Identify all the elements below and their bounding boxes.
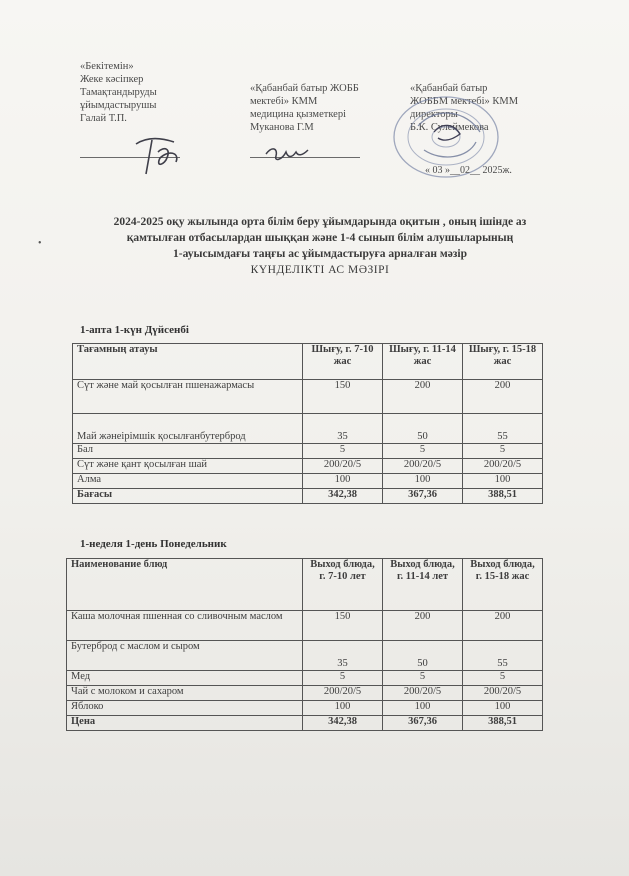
approval-line: «Қабанбай батыр [410, 83, 488, 94]
table-header-row [67, 559, 543, 611]
portion-value: 55 [463, 641, 543, 671]
portion-value: 50 [383, 414, 463, 444]
table-row [67, 611, 543, 641]
menu-table-russian [66, 558, 543, 731]
approval-line: «Қабанбай батыр ЖОББ [250, 83, 359, 94]
approval-line: «Бекітемін» [80, 61, 134, 72]
approval-line: ұйымдастырушы [80, 100, 157, 111]
table-row [73, 414, 543, 444]
price-label: Бағасы [73, 489, 303, 504]
menu-table-kazakh [72, 343, 543, 504]
price-label: Цена [67, 716, 303, 731]
column-header: Шығу, г. 11-14 жас [383, 344, 463, 380]
dish-name: Яблоко [67, 701, 303, 716]
dish-name: Сүт және май қосылған пшенажармасы [73, 380, 303, 414]
portion-value: 100 [383, 474, 463, 489]
portion-value: 50 [383, 641, 463, 671]
portion-value: 5 [303, 671, 383, 686]
table-row [67, 641, 543, 671]
dish-name: Каша молочная пшенная со сливочным маслом [67, 611, 303, 641]
table-row [67, 686, 543, 701]
price-value: 342,38 [303, 716, 383, 731]
portion-value: 100 [463, 474, 543, 489]
portion-value: 200/20/5 [383, 686, 463, 701]
portion-value: 200/20/5 [463, 459, 543, 474]
column-header: Шығу, г. 15-18 жас [463, 344, 543, 380]
price-value: 388,51 [463, 489, 543, 504]
portion-value: 100 [303, 701, 383, 716]
column-header: Наименование блюд [67, 559, 303, 611]
margin-dot: • [38, 238, 42, 249]
dish-name: Бутерброд с маслом и сыром [67, 641, 303, 671]
section-title-russian: 1-неделя 1-день Понедельник [80, 538, 227, 550]
portion-value: 200/20/5 [383, 459, 463, 474]
title-line: 2024-2025 оқу жылында орта білім беру ұйымдарында оқитын , оның ішінде аз [113, 216, 527, 228]
column-header: Выход блюда, г. 15-18 жас [463, 559, 543, 611]
section-title-kazakh: 1-апта 1-күн Дүйсенбі [80, 324, 189, 336]
table-row [73, 474, 543, 489]
table-row [67, 671, 543, 686]
approval-line: Муканова Г.М [250, 122, 314, 133]
column-header: Выход блюда, г. 11-14 лет [383, 559, 463, 611]
approval-line: Галай Т.П. [80, 113, 127, 124]
portion-value: 200/20/5 [463, 686, 543, 701]
price-row [73, 489, 543, 504]
portion-value: 35 [303, 414, 383, 444]
table-row [67, 701, 543, 716]
portion-value: 5 [383, 444, 463, 459]
price-value: 367,36 [383, 489, 463, 504]
approval-column-entrepreneur [80, 60, 157, 125]
table-row [73, 380, 543, 414]
portion-value: 5 [383, 671, 463, 686]
portion-value: 100 [463, 701, 543, 716]
approval-line: Жеке кәсіпкер [80, 74, 144, 85]
column-header: Тағамның атауы [73, 344, 303, 380]
portion-value: 5 [463, 671, 543, 686]
portion-value: 200 [383, 611, 463, 641]
approval-line: мектебі» КММ [250, 96, 318, 107]
column-header: Шығу, г. 7-10 жас [303, 344, 383, 380]
approval-line: Б.К. Сулеймекова [410, 122, 489, 133]
table-row [73, 444, 543, 459]
document-title-block [40, 214, 600, 278]
approval-block [0, 60, 629, 180]
dish-name: Мед [67, 671, 303, 686]
title-line: КҮНДЕЛІКТІ АС МӘЗІРІ [250, 264, 390, 276]
portion-value: 5 [463, 444, 543, 459]
approval-date: « 03 »__02__ 2025ж. [425, 165, 512, 176]
dish-name: Чай с молоком и сахаром [67, 686, 303, 701]
handwritten-signature-icon [262, 140, 312, 168]
title-line: 1-ауысымдағы таңғы ас ұйымдастыруға арналған мәзір [172, 248, 468, 260]
table-header-row [73, 344, 543, 380]
approval-column-medic [250, 82, 359, 134]
title-line: қамтылған отбасылардан шыққан және 1-4 сынып білім алушыларының [126, 232, 514, 244]
approval-line: Тамақтандыруды [80, 87, 157, 98]
dish-name: Алма [73, 474, 303, 489]
dish-name: Бал [73, 444, 303, 459]
portion-value: 55 [463, 414, 543, 444]
table-row [73, 459, 543, 474]
column-header: Выход блюда, г. 7-10 лет [303, 559, 383, 611]
portion-value: 200 [383, 380, 463, 414]
price-value: 367,36 [383, 716, 463, 731]
dish-name: Сүт және қант қосылған шай [73, 459, 303, 474]
portion-value: 5 [303, 444, 383, 459]
price-value: 342,38 [303, 489, 383, 504]
price-value: 388,51 [463, 716, 543, 731]
approval-line: медицина қызметкері [250, 109, 346, 120]
dish-name: Май жәнеірімшік қосылғанбутерброд [73, 414, 303, 444]
portion-value: 200/20/5 [303, 459, 383, 474]
approval-line: директоры [410, 109, 458, 120]
handwritten-signature-icon [128, 132, 188, 180]
portion-value: 150 [303, 380, 383, 414]
portion-value: 200/20/5 [303, 686, 383, 701]
portion-value: 100 [303, 474, 383, 489]
portion-value: 150 [303, 611, 383, 641]
portion-value: 200 [463, 380, 543, 414]
portion-value: 100 [383, 701, 463, 716]
price-row [67, 716, 543, 731]
approval-line: ЖОББМ мектебі» КММ [410, 96, 519, 107]
portion-value: 200 [463, 611, 543, 641]
portion-value: 35 [303, 641, 383, 671]
